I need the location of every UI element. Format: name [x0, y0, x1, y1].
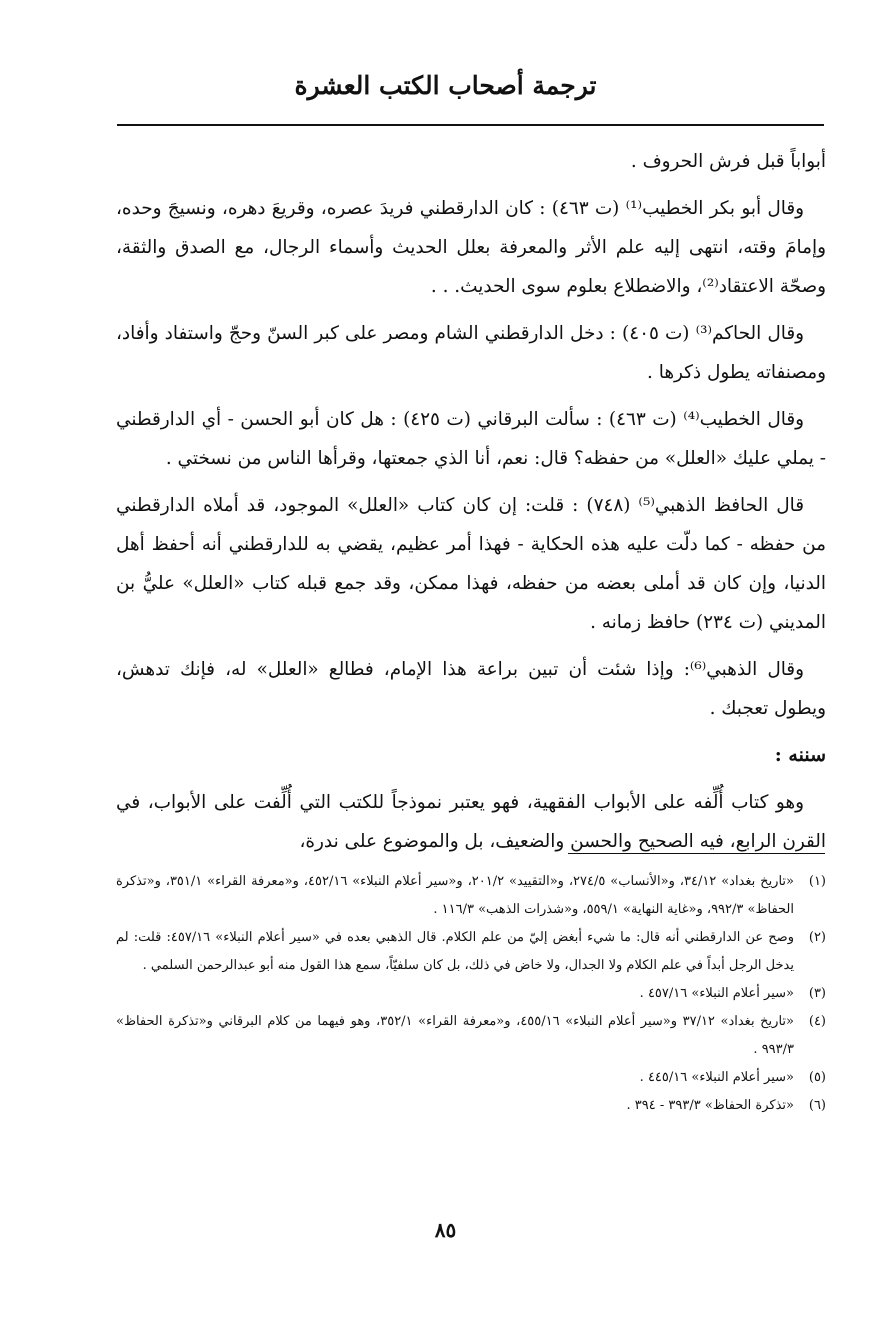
- section-heading: سننه :: [774, 744, 826, 766]
- footnote-text: «سير أعلام النبلاء» ٤٥٧/١٦ .: [639, 986, 794, 1001]
- paragraph: أبواباً قبل فرش الحروف .: [630, 151, 826, 172]
- footnote: [116, 924, 826, 980]
- paragraph: وقال الذهبي⁽⁶⁾: وإذا شئت أن تبين براعة هذا الإمام، فطالع «العلل» له، فإنك تدهش، ويطول تعجبك .: [116, 659, 826, 719]
- header-rule: [117, 124, 824, 126]
- footnote-number: (٢): [808, 930, 826, 945]
- footnote: [116, 1064, 826, 1092]
- paragraph: وهو كتاب أُلِّفه على الأبواب الفقهية، فهو يعتبر نموذجاً للكتب التي أُلِّفت على الأبواب، في القرن الرابع، فيه الصحيح والحسن والضعيف، بل والموضوع على ندرة،: [116, 792, 826, 852]
- footnote-number: (١): [808, 874, 826, 889]
- page-number: ٨٥: [434, 1218, 457, 1242]
- footnote-text: «تاريخ بغداد» ٣٤/١٢، و«الأنساب» ٢٧٤/٥، و«التقييد» ٢٠١/٢، و«سير أعلام النبلاء» ٤٥٢/١٦، و«معرفة القراء» ٣٥١/١، و«تذكرة الحفاظ» ٩٩٢/٣، و«غاية النهاية» ٥٥٩/١، و«شذرات الذهب» ١١٦/٣ .: [116, 874, 794, 917]
- footnote-number: (٦): [808, 1098, 826, 1113]
- footnotes: [116, 868, 826, 1120]
- footnote-number: (٣): [808, 986, 826, 1001]
- footnote-number: (٤): [808, 1014, 826, 1029]
- paragraph: قال الحافظ الذهبي⁽⁵⁾ (٧٤٨) : قلت: إن كان كتاب «العلل» الموجود، قد أملاه الدارقطني من حفظه - كما دلّت عليه هذه الحكاية - فهذا أمر عظيم، يقضي به للدارقطني أنه أحفظ أهل الدنيا، وإن كان قد أملى بعضه من حفظه، فهذا ممكن، وقد جمع قبله كتاب «العلل» عليُّ بن المديني (ت ٢٣٤) حافظ زمانه .: [116, 495, 826, 633]
- running-head-title: ترجمة أصحاب الكتب العشرة: [294, 71, 597, 100]
- footnote-rule: [568, 853, 825, 854]
- paragraph: وقال الخطيب⁽⁴⁾ (ت ٤٦٣) : سألت البرقاني (ت ٤٢٥) : هل كان أبو الحسن - أي الدارقطني - يملي عليك «العلل» من حفظه؟ قال: نعم، أنا الذي جمعتها، وقرأها الناس من نسختي .: [116, 409, 826, 469]
- footnote: [116, 868, 826, 924]
- paragraph: وقال أبو بكر الخطيب⁽¹⁾ (ت ٤٦٣) : كان الدارقطني فريدَ عصره، وقريعَ دهره، ونسيجَ وحده، وإمامَ وقته، انتهى إليه علم الأثر والمعرفة بعلل الحديث وأسماء الرجال، مع الصدق والثقة، وصحّة الاعتقاد⁽²⁾، والاضطلاع بعلوم سوى الحديث. . .: [116, 198, 826, 297]
- footnote-text: «تاريخ بغداد» ٣٧/١٢ و«سير أعلام النبلاء» ٤٥٥/١٦، و«معرفة القراء» ٣٥٢/١، وهو فيهما من كلام البرقاني و«تذكرة الحفاظ» ٩٩٣/٣ .: [116, 1014, 794, 1057]
- footnote-text: «سير أعلام النبلاء» ٤٤٥/١٦ .: [639, 1070, 794, 1085]
- footnote-text: وصح عن الدارقطني أنه قال: ما شيء أبغض إليّ من علم الكلام. قال الذهبي بعده في «سير أعلام النبلاء» ٤٥٧/١٦: قلت: لم يدخل الرجل أبداً في علم الكلام ولا الجدال، ولا خاض في ذلك، بل كان سلفيّاً، سمع هذا القول منه أبو عبدالرحمن السلمي .: [116, 930, 794, 973]
- main-text: [116, 142, 826, 869]
- footnote-text: «تذكرة الحفاظ» ٣٩٣/٣ - ٣٩٤ .: [626, 1098, 794, 1113]
- footnote-number: (٥): [808, 1070, 826, 1085]
- footnote: [116, 980, 826, 1008]
- paragraph: وقال الحاكم⁽³⁾ (ت ٤٠٥) : دخل الدارقطني الشام ومصر على كبر السنّ وحجّ واستفاد وأفاد، ومصنفاته يطول ذكرها .: [116, 323, 826, 383]
- footnote: [116, 1092, 826, 1120]
- footnote: [116, 1008, 826, 1064]
